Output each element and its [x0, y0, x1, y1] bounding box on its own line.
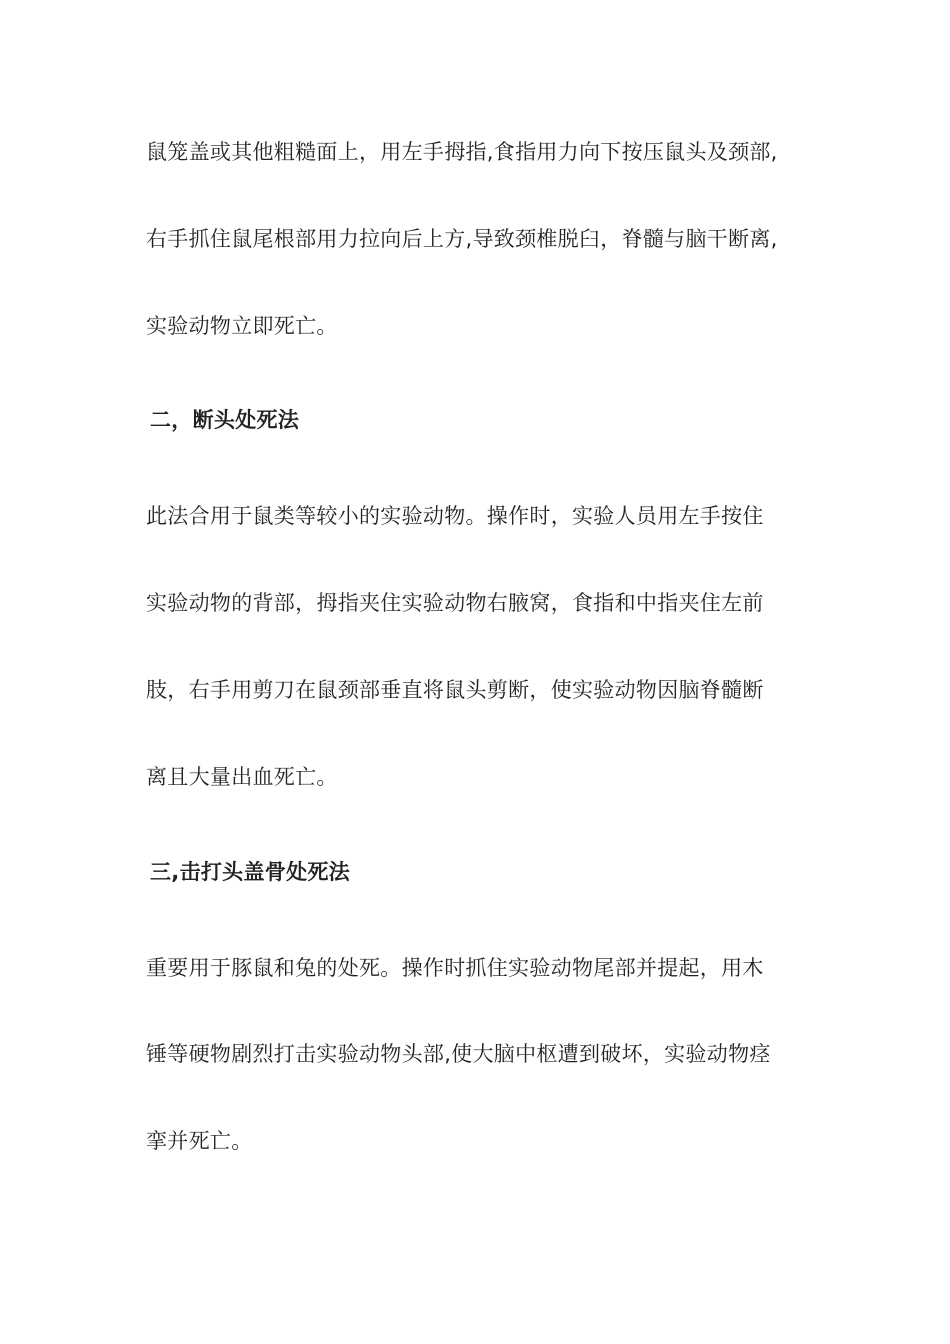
- paragraph-line: 实验动物立即死亡。: [146, 314, 338, 338]
- paragraph-line: 离且大量出血死亡。: [146, 765, 338, 789]
- paragraph-line: 肢，右手用剪刀在鼠颈部垂直将鼠头剪断，使实验动物因脑脊髓断: [146, 678, 764, 702]
- paragraph-line: 锤等硬物剧烈打击实验动物头部,使大脑中枢遭到破坏，实验动物痉: [146, 1042, 771, 1066]
- paragraph-line: 实验动物的背部，拇指夹住实验动物右腋窝，食指和中指夹住左前: [146, 591, 764, 615]
- paragraph-line: 重要用于豚鼠和兔的处死。操作时抓住实验动物尾部并提起，用木: [146, 956, 764, 980]
- paragraph-line: 挛并死亡。: [146, 1129, 253, 1153]
- paragraph-line: 右手抓住鼠尾根部用力拉向后上方,导致颈椎脱臼，脊髓与脑干断离,: [146, 227, 778, 251]
- paragraph-line: 此法合用于鼠类等较小的实验动物。操作时，实验人员用左手按住: [146, 504, 764, 528]
- section-heading: 二，断头处死法: [150, 408, 300, 432]
- section-heading: 三,击打头盖骨处死法: [150, 860, 350, 884]
- paragraph-line: 鼠笼盖或其他粗糙面上，用左手拇指,食指用力向下按压鼠头及颈部,: [146, 140, 778, 164]
